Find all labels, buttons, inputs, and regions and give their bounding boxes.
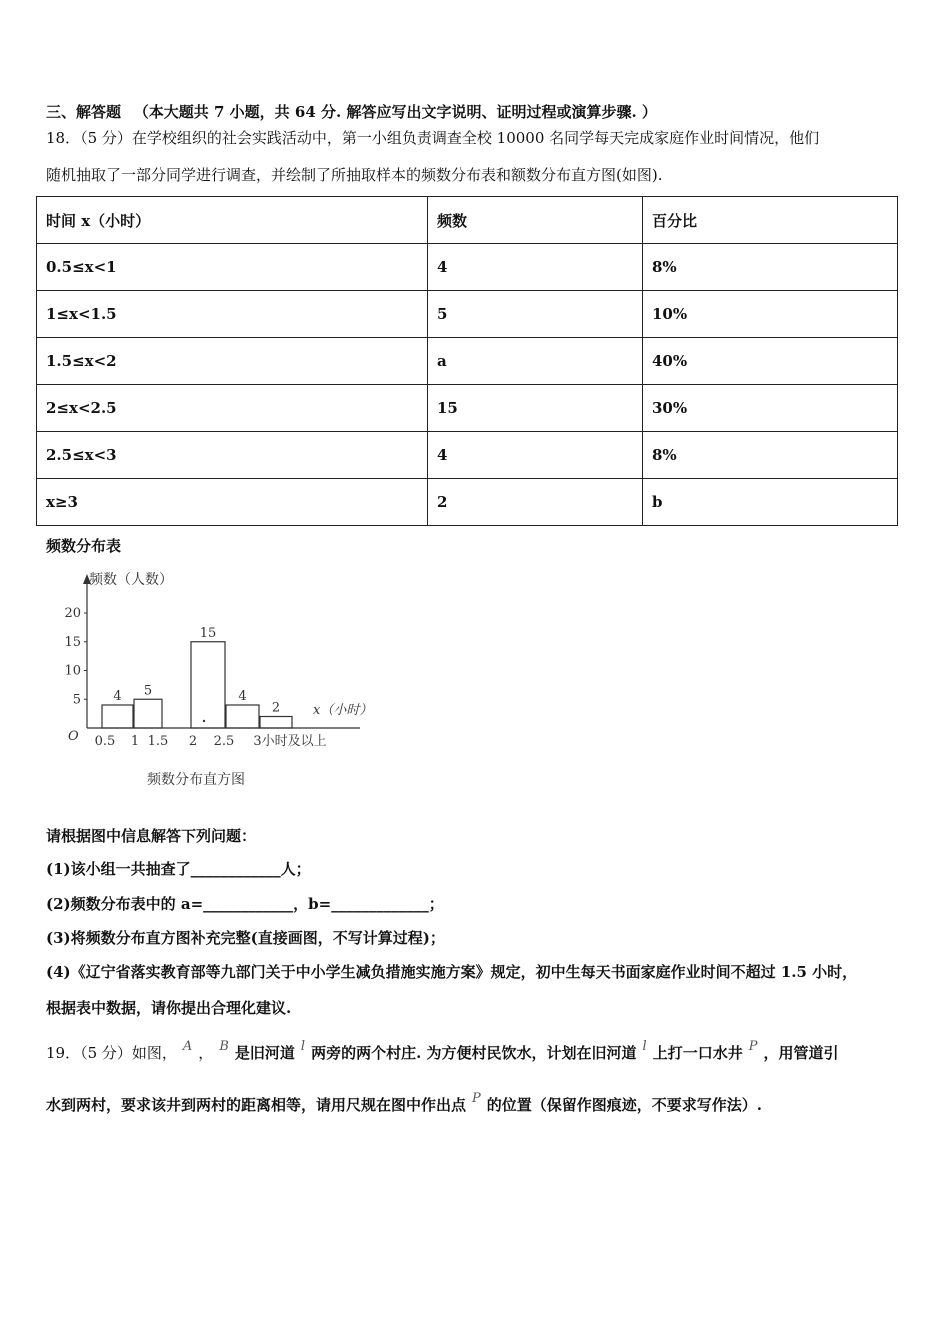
table-row <box>37 479 898 526</box>
table-row <box>37 432 898 479</box>
point-a-label: A <box>182 1039 193 1054</box>
question-1: (1)该小组一共抽查了____________人； <box>46 860 311 878</box>
cell-percent: 8% <box>643 244 898 291</box>
cell-range: 1≤x<1.5 <box>37 291 428 338</box>
cell-frequency: 4 <box>428 432 643 479</box>
table-row <box>37 385 898 432</box>
histogram-bar <box>102 705 133 728</box>
section-header <box>46 101 657 122</box>
header-frequency: 频数 <box>428 197 643 244</box>
header-time: 时间 x（小时） <box>37 197 428 244</box>
y-tick-label: 5 <box>72 692 81 708</box>
river-l-label: l <box>300 1039 306 1054</box>
bar-value-label: 5 <box>143 683 153 699</box>
dot-mark <box>203 720 205 722</box>
cell-frequency: 2 <box>428 479 643 526</box>
q18-stem-line2: 随机抽取了一部分同学进行调查，并绘制了所抽取样本的频数分布表和额数分布直方图(如图). <box>46 166 663 184</box>
cell-frequency: 5 <box>428 291 643 338</box>
cell-percent: b <box>643 479 898 526</box>
table-row <box>37 291 898 338</box>
x-axis-label: x（小时） <box>313 703 373 718</box>
cell-range: 1.5≤x<2 <box>37 338 428 385</box>
table-header-row <box>37 197 898 244</box>
y-axis-label: 频数（人数） <box>89 572 173 588</box>
table-row <box>37 244 898 291</box>
frequency-table <box>36 196 898 526</box>
q18-stem-line1: 18．（5 分）在学校组织的社会实践活动中，第一小组负责调查全校 10000 名同学每天完成家庭作业时间情况，他们 <box>46 129 820 147</box>
q19-text: 19．（5 分）如图， <box>46 1044 177 1062</box>
histogram-bar <box>191 642 225 728</box>
section-instructions: （本大题共 7 小题，共 64 分. 解答应写出文字说明、证明过程或演算步骤. ） <box>133 103 657 121</box>
cell-frequency: 4 <box>428 244 643 291</box>
cell-frequency: 15 <box>428 385 643 432</box>
bar-value-label: 2 <box>271 700 281 716</box>
q19-text: 水到两村，要求该井到两村的距离相等，请用尺规在图中作出点 <box>46 1096 467 1114</box>
x-tick-label: 2 <box>188 734 198 749</box>
x-tick-label: 2.5 <box>213 734 235 749</box>
question-3: (3)将频数分布直方图补充完整(直接画图，不写计算过程)； <box>46 929 445 947</box>
table-caption: 频数分布表 <box>46 537 122 555</box>
bar-value-label: 4 <box>238 689 247 704</box>
x-tick-label: 1 <box>130 734 140 749</box>
q19-stem-line2 <box>46 1091 762 1115</box>
question-4-line1: (4)《辽宁省落实教育部等九部门关于中小学生减负措施实施方案》规定，初中生每天书面家庭作业时间不超过 1.5 小时， <box>46 963 858 981</box>
chart-title: 频数分布直方图 <box>147 772 245 788</box>
q19-text: ， <box>198 1044 214 1062</box>
header-percent: 百分比 <box>643 197 898 244</box>
cell-frequency: a <box>428 338 643 385</box>
origin-label: O <box>68 729 79 744</box>
y-tick-label: 20 <box>64 606 81 621</box>
histogram-chart <box>60 568 390 793</box>
histogram-bar <box>260 717 292 729</box>
question-2: (2)频数分布表中的 a=____________，b=_____________； <box>46 895 444 913</box>
x-tick-label: 3小时及以上 <box>253 734 327 749</box>
q19-stem-line1 <box>46 1039 839 1063</box>
y-tick-label: 10 <box>64 663 81 679</box>
q19-text: 两旁的两个村庄. 为方便村民饮水，计划在旧河道 <box>311 1044 637 1062</box>
question-4-line2: 根据表中数据，请你提出合理化建议. <box>46 999 292 1017</box>
cell-range: 2.5≤x<3 <box>37 432 428 479</box>
q19-text: 是旧河道 <box>234 1044 295 1062</box>
table-row <box>37 338 898 385</box>
cell-percent: 40% <box>643 338 898 385</box>
cell-percent: 8% <box>643 432 898 479</box>
bar-value-label: 15 <box>199 625 217 641</box>
cell-range: 2≤x<2.5 <box>37 385 428 432</box>
point-b-label: B <box>219 1039 229 1054</box>
section-heading: 三、解答题 <box>46 103 122 121</box>
river-l-label: l <box>642 1039 647 1054</box>
point-p-label: P <box>748 1039 758 1054</box>
q19-text: 上打一口水井 <box>652 1044 743 1062</box>
x-tick-label: 1.5 <box>147 734 169 749</box>
cell-percent: 10% <box>643 291 898 338</box>
cell-percent: 30% <box>643 385 898 432</box>
q19-text: ，用管道引 <box>763 1044 839 1062</box>
cell-range: 0.5≤x<1 <box>37 244 428 291</box>
questions-prompt: 请根据图中信息解答下列问题： <box>46 827 257 845</box>
y-tick-label: 15 <box>64 634 81 650</box>
histogram-bar <box>134 699 162 728</box>
q19-text: 的位置（保留作图痕迹，不要求写作法）. <box>486 1096 762 1114</box>
cell-range: x≥3 <box>37 479 428 526</box>
point-p-label: P <box>472 1091 481 1106</box>
bar-value-label: 4 <box>113 689 122 704</box>
x-tick-label: 0.5 <box>94 734 116 749</box>
histogram-bar <box>226 705 259 728</box>
